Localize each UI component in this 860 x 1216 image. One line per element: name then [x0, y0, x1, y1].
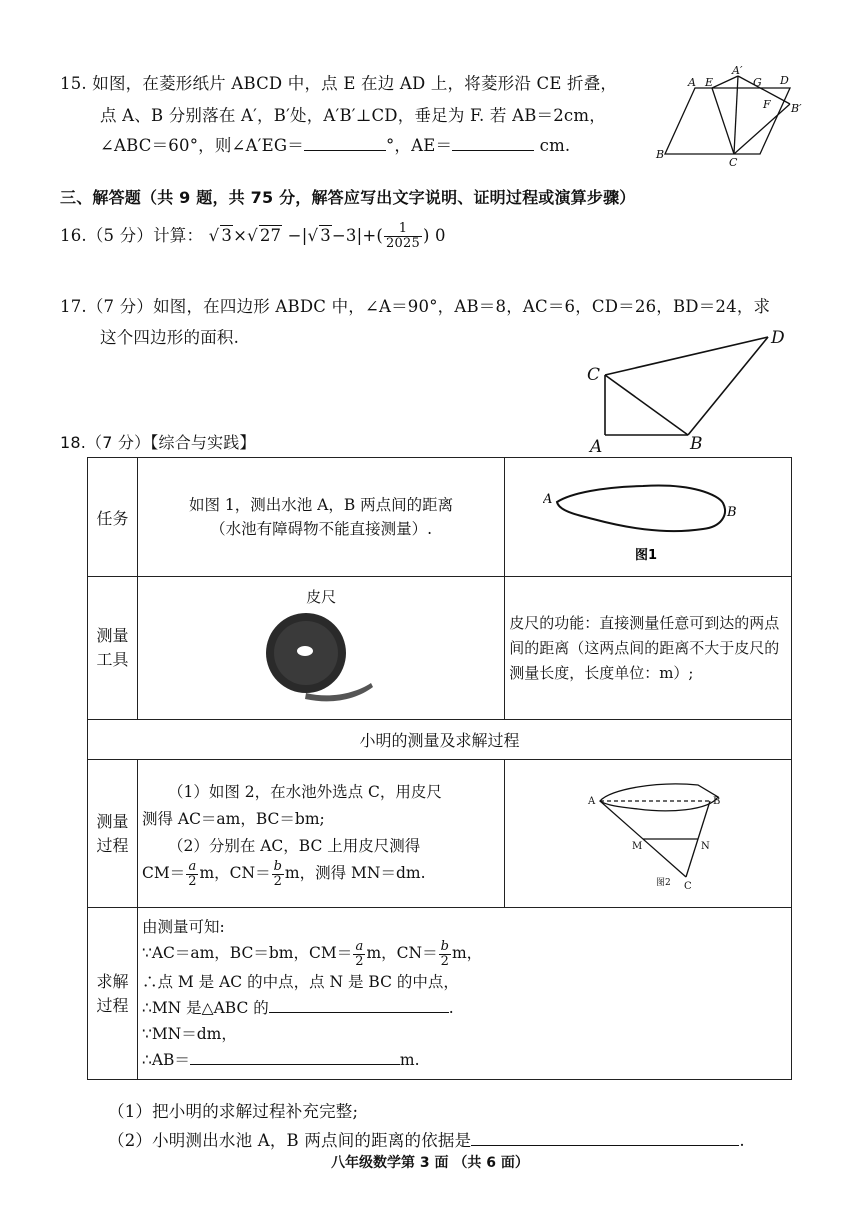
solve-line-2 — [142, 940, 787, 968]
q15-angle-text: ∠ABC＝60°，则∠A′EG＝ — [100, 136, 304, 155]
row-tool-label — [88, 577, 138, 720]
solve-cn-num: b — [440, 939, 449, 955]
q16-sqrt-3b: 3 — [320, 226, 331, 245]
fig2-caption: 图2 — [656, 877, 671, 888]
q17-label-C: C — [587, 365, 601, 385]
row-measure-label — [88, 760, 138, 908]
solve-line-6a: ∴AB＝ — [141, 1050, 190, 1069]
fig1-label-B: B — [727, 505, 737, 520]
q15-label-E: E — [705, 76, 714, 89]
q16-sqrt-3: 3 — [221, 226, 233, 245]
cn-unit: m，测得 MN＝dm. — [284, 864, 426, 882]
row-measure-label-text: 测量过程 — [96, 811, 129, 855]
q16-times: × — [233, 226, 248, 245]
page-footer: 八年级数学第 3 面 （共 6 面） — [331, 1155, 529, 1171]
process-title: 小明的测量及求解过程 — [88, 720, 792, 760]
cn-den: 2 — [273, 873, 282, 889]
q15-ae-text: °，AE＝ — [385, 136, 453, 155]
solve-line-5: ∵MN＝dm， — [141, 1024, 237, 1043]
fig1-label-A: A — [543, 492, 553, 507]
solve-cn-fraction — [439, 940, 451, 968]
solve-line-2a: ∵AC＝am，BC＝bm，CM＝ — [141, 944, 353, 963]
q17-quadrilateral-figure — [580, 325, 795, 460]
q16-tail: ) 0 — [422, 226, 446, 245]
cn-num: b — [273, 858, 282, 874]
cm-fraction — [186, 860, 198, 888]
solve-line-1: 由测量可知: — [141, 918, 225, 937]
cm-prefix: CM＝ — [141, 864, 186, 882]
fig2-triangle — [548, 767, 748, 897]
solve-cm-den: 2 — [355, 954, 364, 969]
solve-line-3: ∴点 M 是 AC 的中点，点 N 是 BC 的中点， — [141, 972, 459, 991]
q15-blank-angle — [304, 136, 386, 151]
fig2-label-M: M — [632, 840, 643, 852]
solve-line-4 — [142, 995, 787, 1021]
solve-text — [137, 908, 791, 1080]
measure-line-4 — [142, 860, 500, 888]
q15-label-C: C — [729, 156, 738, 169]
q17-line-1: 17.（7 分）如图，在四边形 ABDC 中，∠A＝90°，AB＝8，AC＝6，CD＝26，BD＝24，求 — [60, 297, 771, 316]
q16-abs-rest: −3|+( — [331, 226, 384, 245]
row-task-label: 任务 — [88, 458, 138, 577]
row-tool — [88, 577, 792, 720]
solve-line-2c: m， — [451, 944, 483, 963]
fig2-label-A: A — [588, 795, 596, 807]
row-solve-label-text: 求解过程 — [96, 971, 129, 1015]
q15-label-A: A — [688, 76, 696, 89]
q17-label-A: A — [590, 437, 603, 457]
solve-cm-fraction — [353, 940, 365, 968]
solve-line-6 — [142, 1047, 787, 1073]
q15-label-A-prime: A′ — [732, 64, 743, 77]
row-measure — [88, 760, 792, 908]
fig1-pool — [543, 465, 753, 565]
fig2-label-B: B — [713, 795, 721, 807]
q18-table — [87, 457, 792, 1080]
cm-num: a — [186, 860, 198, 875]
fig1-cell — [505, 458, 792, 577]
q16-minus: − — [287, 226, 302, 245]
task-line-2: （水池有障碍物不能直接测量）. — [210, 520, 433, 538]
fig1-caption: 图1 — [635, 548, 658, 563]
cm-den: 2 — [188, 873, 197, 889]
cm-unit: m，CN＝ — [199, 864, 271, 882]
row-task — [88, 458, 792, 577]
task-text — [137, 458, 504, 577]
q15-blank-ae — [452, 136, 534, 151]
q15-label-G: G — [753, 76, 762, 89]
solve-cn-den: 2 — [440, 954, 449, 969]
q15-label-B-prime: B′ — [791, 102, 802, 115]
q18-sub-1: （1）把小明的求解过程补充完整; — [108, 1102, 359, 1121]
q15-rhombus-figure — [650, 62, 810, 172]
q18-sub-2 — [108, 1127, 745, 1151]
row-process-title — [88, 720, 792, 760]
solve-cm-num: a — [353, 940, 365, 955]
q15-label-F: F — [763, 98, 771, 111]
q16-sqrt-27: 27 — [259, 226, 282, 245]
section-3-title: 三、解答题（共 9 题，共 75 分，解答应写出文字说明、证明过程或演算步骤） — [60, 188, 636, 207]
q16-prefix: 16.（5 分）计算： — [60, 226, 204, 245]
solve-line-6b: m. — [399, 1050, 420, 1069]
q17-label-D: D — [771, 328, 785, 348]
solve-blank-midline — [269, 998, 449, 1013]
measure-text — [137, 760, 504, 908]
q16-line: 16.（5 分）计算： √ 3×√ 27 −|√ 3−3|+( $\frac{1}{2025}$ ) 0 — [60, 221, 446, 251]
q16-frac-den: 2025 — [386, 236, 420, 251]
fig2-label-C: C — [684, 880, 692, 892]
solve-blank-ab — [190, 1050, 400, 1065]
q16-frac-num: 1 — [384, 222, 422, 237]
q15-label-D: D — [780, 74, 789, 87]
q17-label-B: B — [690, 434, 703, 454]
tool-name: 皮尺 — [306, 587, 337, 606]
solve-line-4b: . — [448, 998, 454, 1017]
measure-line-1: （1）如图 2，在水池外选点 C，用皮尺 — [167, 782, 442, 801]
tool-cell — [137, 577, 504, 720]
fig2-cell — [505, 760, 792, 908]
q16-fraction — [384, 222, 422, 250]
tape-measure-icon — [261, 607, 381, 709]
q15-line-2: 点 A、B 分别落在 A′，B′处，A′B′⊥CD，垂足为 F. 若 AB＝2cm， — [100, 106, 606, 125]
q15-line-1: 15. 如图，在菱形纸片 ABCD 中，点 E 在边 AD 上，将菱形沿 CE 折叠， — [60, 74, 618, 93]
q18-header: 18.（7 分）【综合与实践】 — [60, 433, 256, 452]
row-tool-label-text: 测量工具 — [96, 626, 129, 669]
fig2-label-N: N — [701, 840, 710, 852]
q15-label-B: B — [656, 148, 665, 161]
cn-fraction — [272, 860, 284, 888]
solve-line-4a: ∴MN 是△ABC 的 — [141, 998, 269, 1017]
q18-sub-2-text: （2）小明测出水池 A，B 两点间的距离的依据是 — [108, 1131, 472, 1150]
row-solve — [88, 908, 792, 1080]
q18-sub-2-blank — [471, 1131, 739, 1146]
q16-abs-open: | — [301, 226, 308, 245]
task-line-1: 如图 1，测出水池 A，B 两点间的距离 — [188, 496, 454, 514]
solve-line-2b: m，CN＝ — [366, 944, 438, 963]
q17-line-2: 这个四边形的面积. — [100, 328, 240, 347]
q15-line-3 — [100, 132, 570, 156]
measure-line-2: 测得 AC＝am，BC＝bm; — [141, 809, 325, 828]
tool-description: 皮尺的功能：直接测量任意可到达的两点间的距离（这两点间的距离不大于皮尺的测量长度，长度单位：m）; — [505, 577, 792, 720]
row-solve-label — [88, 908, 138, 1080]
q15-unit: cm. — [539, 136, 571, 155]
measure-line-3: （2）分别在 AC，BC 上用皮尺测得 — [167, 836, 421, 855]
q18-sub-2-end: . — [739, 1131, 745, 1150]
